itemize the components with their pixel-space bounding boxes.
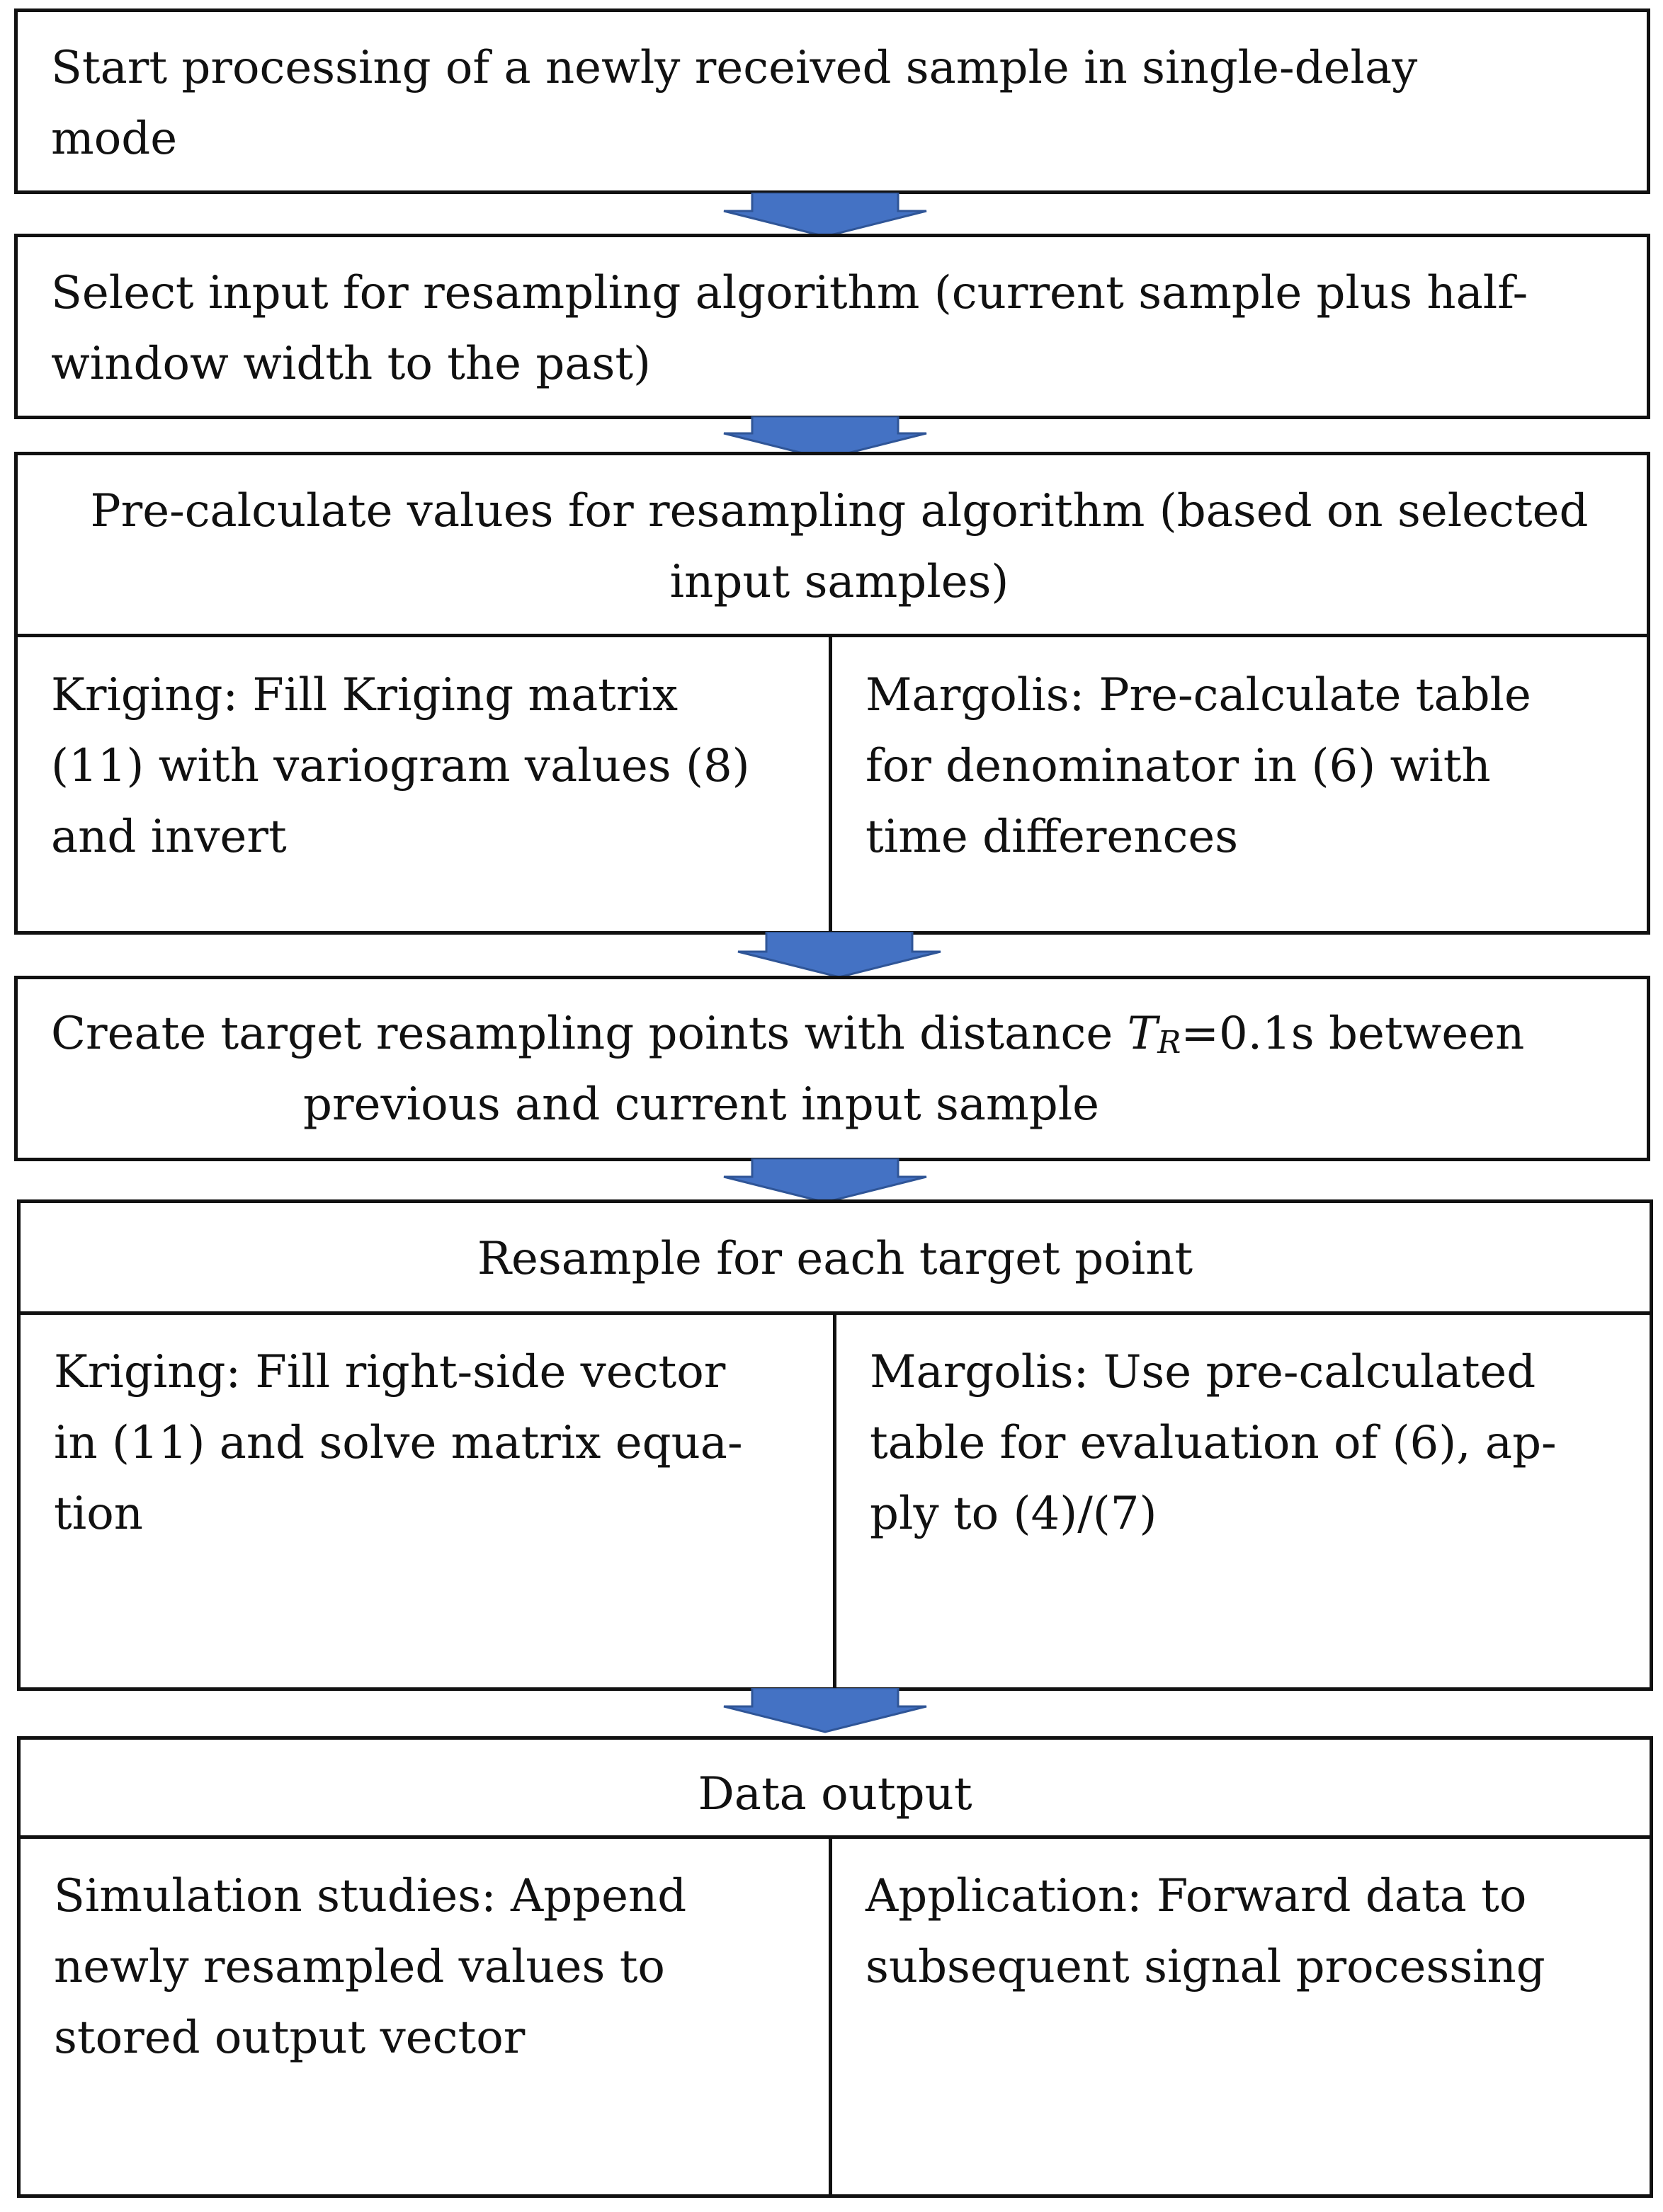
step-precalculate-divider <box>14 634 1650 637</box>
kriging-resample-text: Kriging: Fill right-side vector in (11) and solve matrix equa- tion <box>54 1346 743 1540</box>
margolis-resample-text: Margolis: Use pre-calculated table for evaluation of (6), ap- ply to (4)/(7) <box>870 1346 1557 1540</box>
arrow-down-icon <box>722 1688 928 1733</box>
step-start-processing-text: Start processing of a newly received sample in single-delay mode <box>51 42 1418 165</box>
step-data-output-title: Data output <box>698 1768 972 1820</box>
step-resample-column-divider <box>833 1311 836 1691</box>
step-create-target-points-line2: previous and current input sample <box>303 1078 1100 1131</box>
simulation-studies-text: Simulation studies: Append newly resampled values to stored output vector <box>54 1870 687 2064</box>
step-data-output-divider <box>17 1835 1653 1839</box>
step-create-target-points-line1: Create target resampling points with distance $T_R=0.1s$ between <box>51 1008 1525 1061</box>
arrow-down-icon <box>722 1158 928 1204</box>
step-select-input-text: Select input for resampling algorithm (current sample plus half- window width to the past) <box>51 267 1528 390</box>
kriging-precalc-text: Kriging: Fill Kriging matrix (11) with variogram values (8) and invert <box>51 669 750 863</box>
arrow-down-icon <box>737 932 942 979</box>
step-resample-title: Resample for each target point <box>477 1233 1193 1285</box>
arrow-down-icon <box>722 193 928 238</box>
margolis-precalc-text: Margolis: Pre-calculate table for denominator in (6) with time differences <box>865 669 1531 863</box>
application-text: Application: Forward data to subsequent signal processing <box>865 1870 1545 1993</box>
step-data-output-column-divider <box>829 1835 832 2198</box>
step-precalculate-title: Pre-calculate values for resampling algorithm (based on selected input samples) <box>90 485 1589 608</box>
step-precalculate-column-divider <box>829 634 832 935</box>
